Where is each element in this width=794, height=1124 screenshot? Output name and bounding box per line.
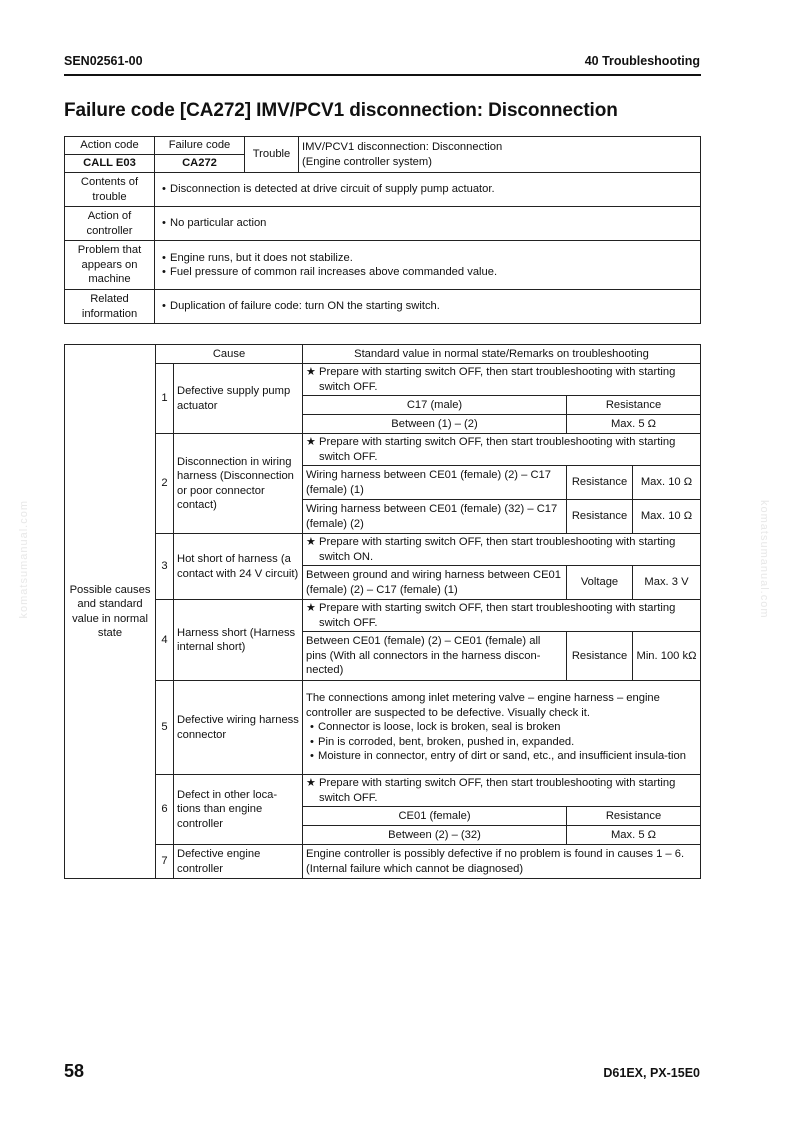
check-description: Between ground and wiring harness between CE01 (female) (2) – C17 (female) (1): [303, 566, 567, 600]
check-item: Resistance: [567, 466, 633, 500]
failure-code-value: CA272: [155, 155, 245, 173]
info-item: Duplication of failure code: turn ON the starting switch.: [170, 300, 440, 313]
spec-header-item: Resistance: [567, 807, 701, 826]
check-value: Max. 3 V: [633, 566, 701, 600]
visual-check-intro: The connections among inlet metering valve – engine harness – engine controller are suspected to be defective. Visually check it.: [306, 692, 660, 719]
standard-column-header: Standard value in normal state/Remarks on troubleshooting: [303, 345, 701, 364]
prep-text: Prepare with starting switch OFF, then start troubleshooting with starting switch OFF.: [319, 777, 676, 804]
trouble-description: [299, 137, 701, 173]
cause-number: 2: [156, 434, 174, 534]
prep-text: Prepare with starting switch OFF, then start troubleshooting with starting switch OFF.: [319, 602, 676, 629]
watermark-left: komatsumanual.com: [18, 500, 30, 619]
info-item: Fuel pressure of common rail increases above commanded value.: [170, 266, 498, 278]
causes-table: [64, 344, 701, 879]
bullet-mark: •: [162, 217, 166, 230]
cause-number: 4: [156, 600, 174, 681]
check-description: Between CE01 (female) (2) – CE01 (female) all pins (With all connectors in the harness discon-nected): [303, 632, 567, 681]
check-description: Wiring harness between CE01 (female) (32) – C17 (female) (2): [303, 500, 567, 534]
prep-note: [303, 600, 701, 632]
info-item: Disconnection is detected at drive circuit of supply pump actuator.: [170, 183, 495, 196]
info-row-value: [155, 241, 701, 290]
causes-side-label: Possible causes and standard value in normal state: [65, 345, 156, 879]
prep-text: Prepare with starting switch OFF, then start troubleshooting with starting switch ON.: [319, 536, 676, 563]
watermark-right: komatsumanual.com: [758, 500, 770, 619]
cause-text: Defective supply pump actuator: [174, 364, 303, 434]
action-code-value: CALL E03: [65, 155, 155, 173]
spec-header-connector: CE01 (female): [303, 807, 567, 826]
visual-check-item: Moisture in connector, entry of dirt or sand, etc., and insufficient insula-tion: [318, 750, 686, 763]
info-row-label: Problem that appears on machine: [65, 241, 155, 290]
check-value: Max. 10 Ω: [633, 500, 701, 534]
cause-number: 1: [156, 364, 174, 434]
cause-text: Hot short of harness (a contact with 24 V circuit): [174, 534, 303, 600]
info-item: Engine runs, but it does not stabilize.: [170, 251, 353, 264]
cause-column-header: Cause: [156, 345, 303, 364]
check-item: Resistance: [567, 632, 633, 681]
failure-info-table: [64, 136, 701, 324]
bullet-mark: •: [162, 251, 166, 264]
remark-text: Engine controller is possibly defective if no problem is found in causes 1 – 6. (Internal failure which cannot be diagnosed): [303, 845, 701, 879]
star-icon: ★: [306, 536, 317, 548]
prep-note: [303, 775, 701, 807]
prep-text: Prepare with starting switch OFF, then start troubleshooting with starting switch OFF.: [319, 366, 676, 393]
star-icon: ★: [306, 436, 317, 448]
cause-number: 7: [156, 845, 174, 879]
bullet-mark: •: [310, 735, 314, 748]
check-item: Resistance: [567, 500, 633, 534]
cause-text: Defective wiring harness connector: [174, 681, 303, 775]
info-row-label: Related information: [65, 290, 155, 324]
spec-measure-point: Between (1) – (2): [303, 415, 567, 434]
prep-note: [303, 434, 701, 466]
section-title: 40 Troubleshooting: [584, 54, 700, 68]
check-value: Max. 10 Ω: [633, 466, 701, 500]
info-row-label: Contents of trouble: [65, 173, 155, 207]
header-rule: [64, 74, 701, 76]
info-row-value: [155, 173, 701, 207]
star-icon: ★: [306, 777, 317, 789]
cause-number: 3: [156, 534, 174, 600]
page-title: Failure code [CA272] IMV/PCV1 disconnection: Disconnection: [64, 100, 618, 121]
page-number: 58: [64, 1061, 85, 1081]
bullet-mark: •: [310, 721, 314, 734]
info-row-value: [155, 207, 701, 241]
check-value: Min. 100 kΩ: [633, 632, 701, 681]
prep-note: [303, 534, 701, 566]
star-icon: ★: [306, 366, 317, 378]
info-row-value: [155, 290, 701, 324]
cause-text: Disconnection in wiring harness (Disconnection or poor connector contact): [174, 434, 303, 534]
star-icon: ★: [306, 602, 317, 614]
trouble-line-2: (Engine controller system): [302, 155, 432, 168]
spec-header-item: Resistance: [567, 396, 701, 415]
spec-value: Max. 5 Ω: [567, 415, 701, 434]
failure-code-label: Failure code: [155, 137, 245, 155]
bullet-mark: •: [162, 183, 166, 196]
trouble-label: Trouble: [245, 137, 299, 173]
spec-header-connector: C17 (male): [303, 396, 567, 415]
cause-number: 5: [156, 681, 174, 775]
cause-number: 6: [156, 775, 174, 845]
check-description: Wiring harness between CE01 (female) (2) – C17 (female) (1): [303, 466, 567, 500]
trouble-line-1: IMV/PCV1 disconnection: Disconnection: [302, 141, 503, 153]
visual-check-item: Pin is corroded, bent, broken, pushed in, expanded.: [318, 735, 575, 748]
visual-check-note: [303, 681, 701, 775]
prep-text: Prepare with starting switch OFF, then start troubleshooting with starting switch OFF.: [319, 436, 676, 463]
action-code-label: Action code: [65, 137, 155, 155]
prep-note: [303, 364, 701, 396]
spec-value: Max. 5 Ω: [567, 826, 701, 845]
model-name: D61EX, PX-15E0: [603, 1066, 700, 1080]
cause-text: Defective engine controller: [174, 845, 303, 879]
spec-measure-point: Between (2) – (32): [303, 826, 567, 845]
bullet-mark: •: [162, 300, 166, 313]
cause-text: Defect in other loca-tions than engine controller: [174, 775, 303, 845]
info-item: No particular action: [170, 217, 267, 230]
info-row-label: Action of controller: [65, 207, 155, 241]
document-id: SEN02561-00: [64, 54, 143, 68]
check-item: Voltage: [567, 566, 633, 600]
bullet-mark: •: [162, 266, 166, 278]
bullet-mark: •: [310, 750, 314, 763]
visual-check-item: Connector is loose, lock is broken, seal is broken: [318, 721, 561, 734]
cause-text: Harness short (Harness internal short): [174, 600, 303, 681]
